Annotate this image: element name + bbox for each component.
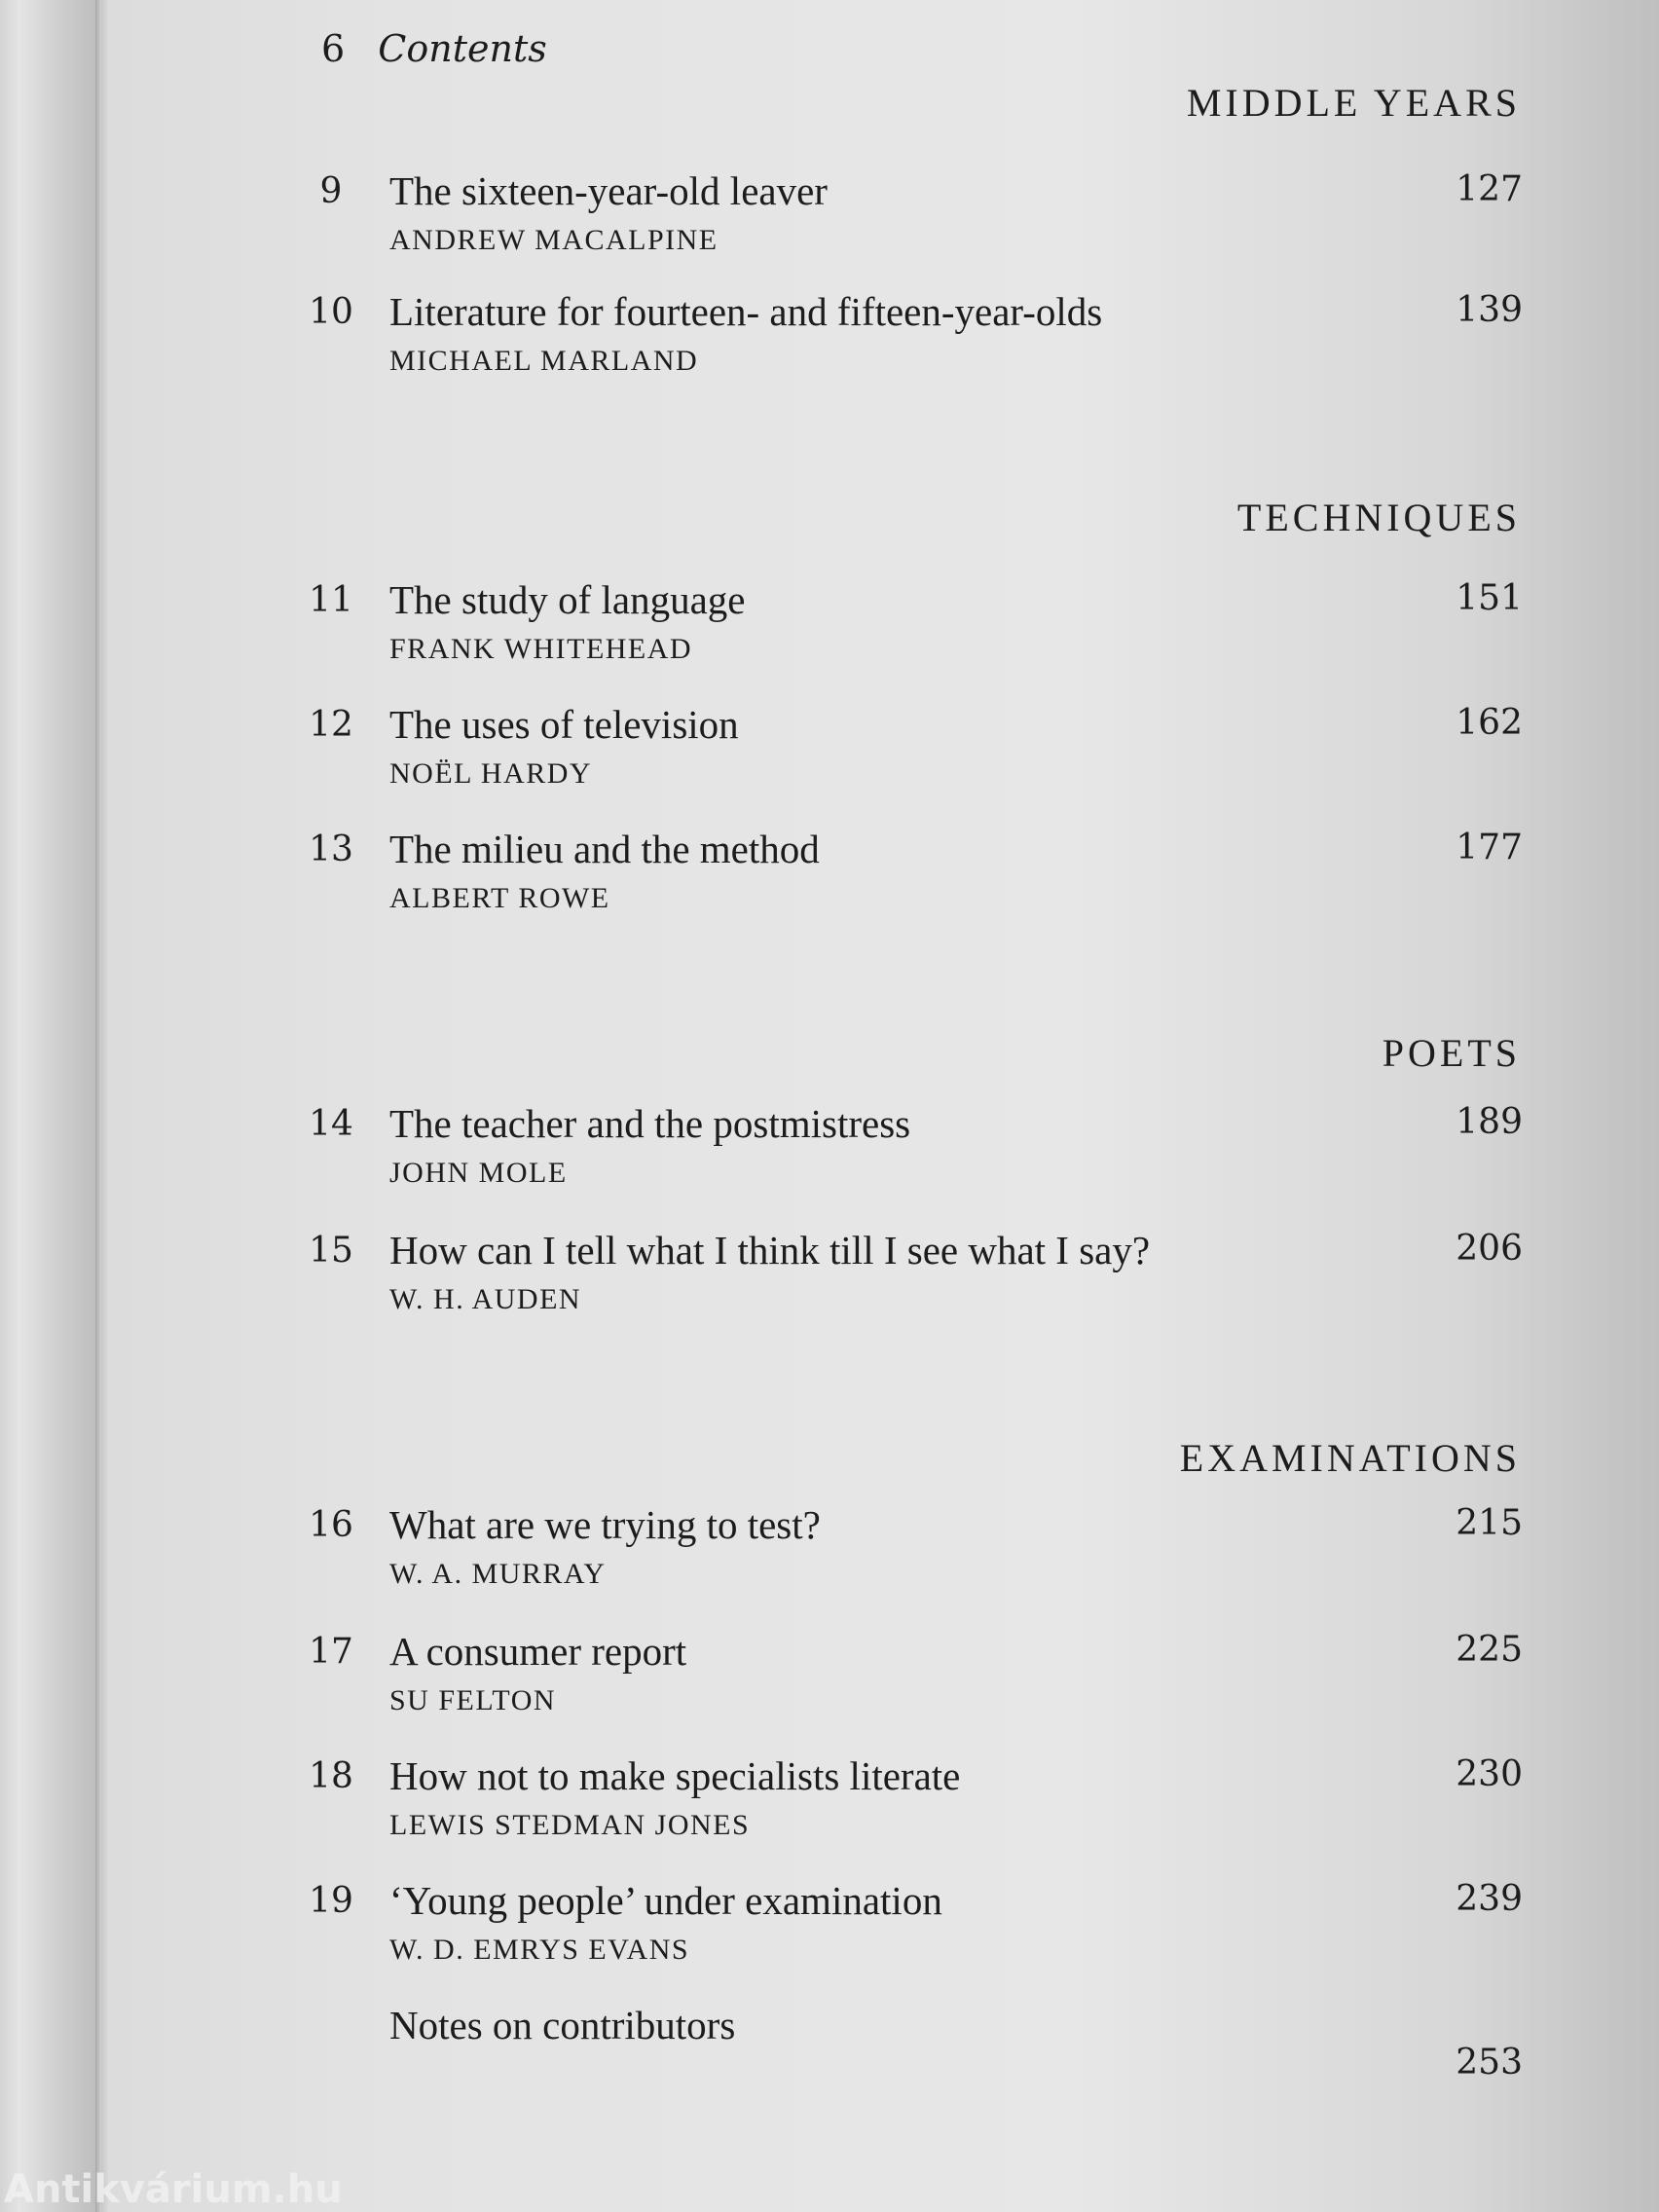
section-heading-poets: POETS (1382, 1031, 1521, 1075)
chapter-number: 19 (309, 1881, 353, 1921)
chapter-title: ‘Young people’ under examination (389, 1878, 942, 1923)
toc-entry (292, 826, 1523, 923)
chapter-title: The sixteen-year-old leaver (389, 168, 828, 213)
section-heading-techniques: TECHNIQUES (1236, 496, 1521, 539)
chapter-title: The teacher and the postmistress (389, 1101, 911, 1146)
chapter-number: 12 (309, 705, 353, 745)
chapter-number: 16 (309, 1505, 353, 1545)
chapter-author: ANDREW MACALPINE (389, 224, 719, 256)
chapter-title: Notes on contributors (389, 2003, 736, 2047)
chapter-author: SU FELTON (389, 1684, 557, 1716)
page-number: 230 (1456, 1754, 1523, 1794)
toc-entry (292, 1227, 1523, 1324)
chapter-title: How not to make specialists literate (389, 1753, 961, 1798)
chapter-title: What are we trying to test? (389, 1502, 821, 1547)
page-number: 253 (1456, 2043, 1523, 2083)
toc-entry (292, 1501, 1523, 1599)
chapter-title: Literature for fourteen- and fifteen-year-olds (389, 289, 1103, 334)
watermark: Antikvárium.hu (4, 2167, 343, 2212)
chapter-number: 15 (309, 1231, 353, 1271)
chapter-author: MICHAEL MARLAND (389, 345, 699, 377)
chapter-author: W. H. AUDEN (389, 1283, 582, 1315)
chapter-number: 11 (309, 580, 353, 620)
chapter-number: 9 (319, 171, 343, 211)
toc-entry (292, 1752, 1523, 1850)
toc-entry-notes (292, 2002, 1523, 2099)
page-number: 225 (1456, 1630, 1523, 1670)
chapter-author: W. A. MURRAY (389, 1558, 607, 1590)
chapter-title: The uses of television (389, 702, 739, 747)
chapter-author: LEWIS STEDMAN JONES (389, 1809, 751, 1841)
chapter-title: The study of language (389, 577, 746, 622)
page-number: 206 (1456, 1229, 1523, 1269)
chapter-number: 17 (309, 1632, 353, 1672)
chapter-title: How can I tell what I think till I see what I say? (389, 1228, 1151, 1272)
page-number: 151 (1456, 578, 1523, 618)
chapter-number: 10 (309, 292, 353, 332)
toc-entry (292, 576, 1523, 674)
chapter-title: A consumer report (389, 1629, 687, 1674)
toc-entry (292, 1628, 1523, 1725)
chapter-author: FRANK WHITEHEAD (389, 633, 693, 665)
toc-entry (292, 1100, 1523, 1198)
running-header (321, 27, 547, 70)
header-page-number: 6 (321, 27, 346, 70)
page-number: 127 (1456, 169, 1523, 209)
chapter-author: NOËL HARDY (389, 757, 593, 790)
chapter-author: ALBERT ROWE (389, 882, 610, 914)
toc-entry (292, 288, 1523, 386)
chapter-author: W. D. EMRYS EVANS (389, 1934, 690, 1966)
page-number: 239 (1456, 1879, 1523, 1919)
book-spine-shadow (95, 0, 101, 2212)
page-number: 215 (1456, 1503, 1523, 1543)
page-number: 162 (1456, 703, 1523, 743)
chapter-author: JOHN MOLE (389, 1157, 568, 1189)
chapter-number: 18 (309, 1756, 353, 1796)
chapter-number: 13 (309, 830, 353, 869)
page-number: 177 (1456, 828, 1523, 867)
toc-entry (292, 167, 1523, 265)
header-title: Contents (378, 27, 547, 70)
section-heading-examinations: EXAMINATIONS (1179, 1436, 1521, 1480)
toc-entry (292, 1877, 1523, 1974)
toc-entry (292, 701, 1523, 798)
section-heading-middle-years: MIDDLE YEARS (1186, 81, 1521, 125)
chapter-title: The milieu and the method (389, 827, 820, 871)
page-number: 189 (1456, 1102, 1523, 1142)
page-number: 139 (1456, 290, 1523, 330)
chapter-number: 14 (309, 1104, 353, 1144)
